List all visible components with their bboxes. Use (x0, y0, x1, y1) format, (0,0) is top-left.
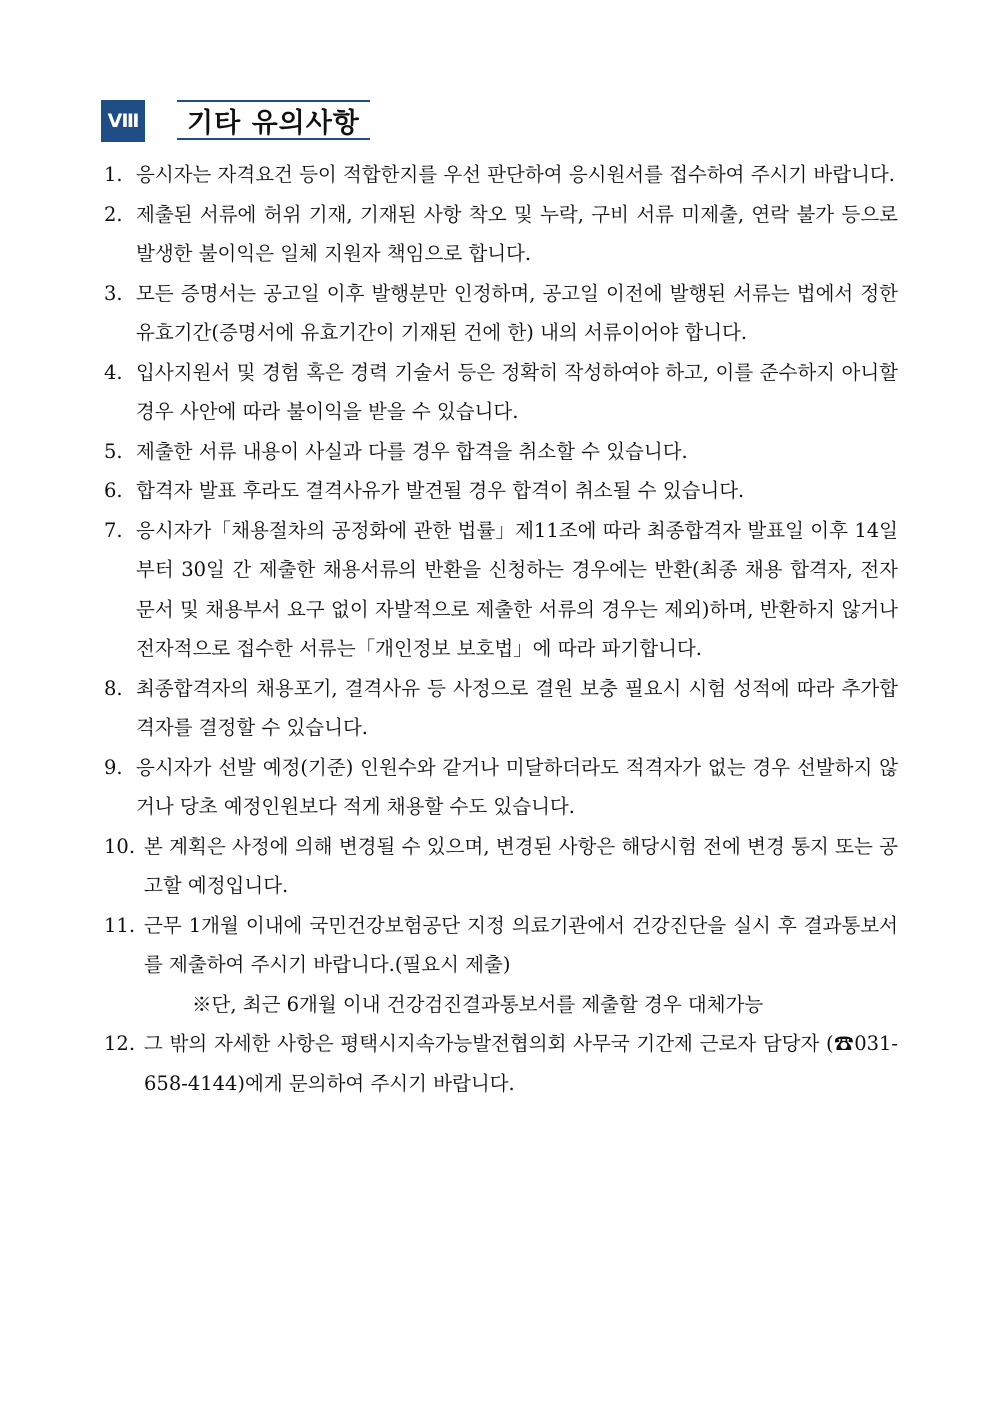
item-text: 근무 1개월 이내에 국민건강보험공단 지정 의료기관에서 건강진단을 실시 후 결과통보서를 제출하여 주시기 바랍니다.(필요시 제출) (144, 913, 898, 976)
list-item (104, 274, 898, 353)
item-number: 12. (104, 1032, 136, 1055)
item-text: 입사지원서 및 경험 혹은 경력 기술서 등은 정확히 작성하여야 하고, 이를 준수하지 아니할 경우 사안에 따라 불이익을 받을 수 있습니다. (136, 360, 898, 423)
section-header (101, 100, 401, 142)
item-number: 10. (104, 834, 136, 858)
item-text: 제출한 서류 내용이 사실과 다를 경우 합격을 취소할 수 있습니다. (136, 439, 688, 463)
item-number: 7. (104, 518, 123, 542)
item-number: 6. (104, 479, 123, 502)
list-item (104, 1024, 898, 1103)
list-item (104, 827, 898, 906)
item-number: 8. (104, 676, 123, 700)
list-item (104, 906, 898, 1025)
list-item (104, 669, 898, 748)
item-number: 11. (104, 913, 136, 937)
notice-list (104, 155, 898, 1103)
footnote: ※단, 최근 6개월 이내 건강검진결과통보서를 제출할 경우 대체가능 (192, 992, 764, 1016)
item-text: 제출된 서류에 허위 기재, 기재된 사항 착오 및 누락, 구비 서류 미제출, 연락 불가 등으로 발생한 불이익은 일체 지원자 책임으로 합니다. (136, 202, 898, 265)
item-number: 4. (104, 360, 123, 384)
item-number: 3. (104, 281, 123, 305)
item-text: 최종합격자의 채용포기, 결격사유 등 사정으로 결원 보충 필요시 시험 성적에 따라 추가합격자를 결정할 수 있습니다. (136, 676, 898, 739)
item-text: 응시자가「채용절차의 공정화에 관한 법률」제11조에 따라 최종합격자 발표일 이후 14일부터 30일 간 제출한 채용서류의 반환을 신청하는 경우에는 반환(최종 채용 합격자, 전자문서 및 채용부서 요구 없이 자발적으로 제출한 서류의 경우는 제외)하며, 반환하지 않거나 전자적으로 접수한 서류는「개인정보 보호법」에 따라 파기합니다. (136, 518, 898, 660)
section-number-badge: Ⅷ (101, 100, 145, 142)
list-item (104, 471, 898, 511)
item-number: 5. (104, 439, 123, 463)
list-item (104, 155, 898, 195)
item-text: 합격자 발표 후라도 결격사유가 발견될 경우 합격이 취소될 수 있습니다. (136, 479, 745, 502)
list-item (104, 353, 898, 432)
item-text: 응시자가 선발 예정(기준) 인원수와 같거나 미달하더라도 적격자가 없는 경우 선발하지 않거나 당초 예정인원보다 적게 채용할 수도 있습니다. (136, 755, 898, 818)
item-text: 본 계획은 사정에 의해 변경될 수 있으며, 변경된 사항은 해당시험 전에 변경 통지 또는 공고할 예정입니다. (144, 834, 898, 897)
item-text: 그 밖의 자세한 사항은 평택시지속가능발전협의회 사무국 기간제 근로자 담당자 (☎031-658-4144)에게 문의하여 주시기 바랍니다. (144, 1032, 898, 1095)
list-item (104, 195, 898, 274)
list-item (104, 511, 898, 669)
item-text: 응시자는 자격요건 등이 적합한지를 우선 판단하여 응시원서를 접수하여 주시기 바랍니다. (136, 163, 895, 186)
item-number: 2. (104, 202, 123, 226)
item-text: 모든 증명서는 공고일 이후 발행분만 인정하며, 공고일 이전에 발행된 서류는 법에서 정한 유효기간(증명서에 유효기간이 기재된 건에 한) 내의 서류이어야 합니다. (136, 281, 898, 344)
list-item (104, 748, 898, 827)
item-number: 1. (104, 163, 123, 186)
list-item (104, 432, 898, 472)
section-title: 기타 유의사항 (177, 100, 370, 140)
item-number: 9. (104, 755, 123, 779)
